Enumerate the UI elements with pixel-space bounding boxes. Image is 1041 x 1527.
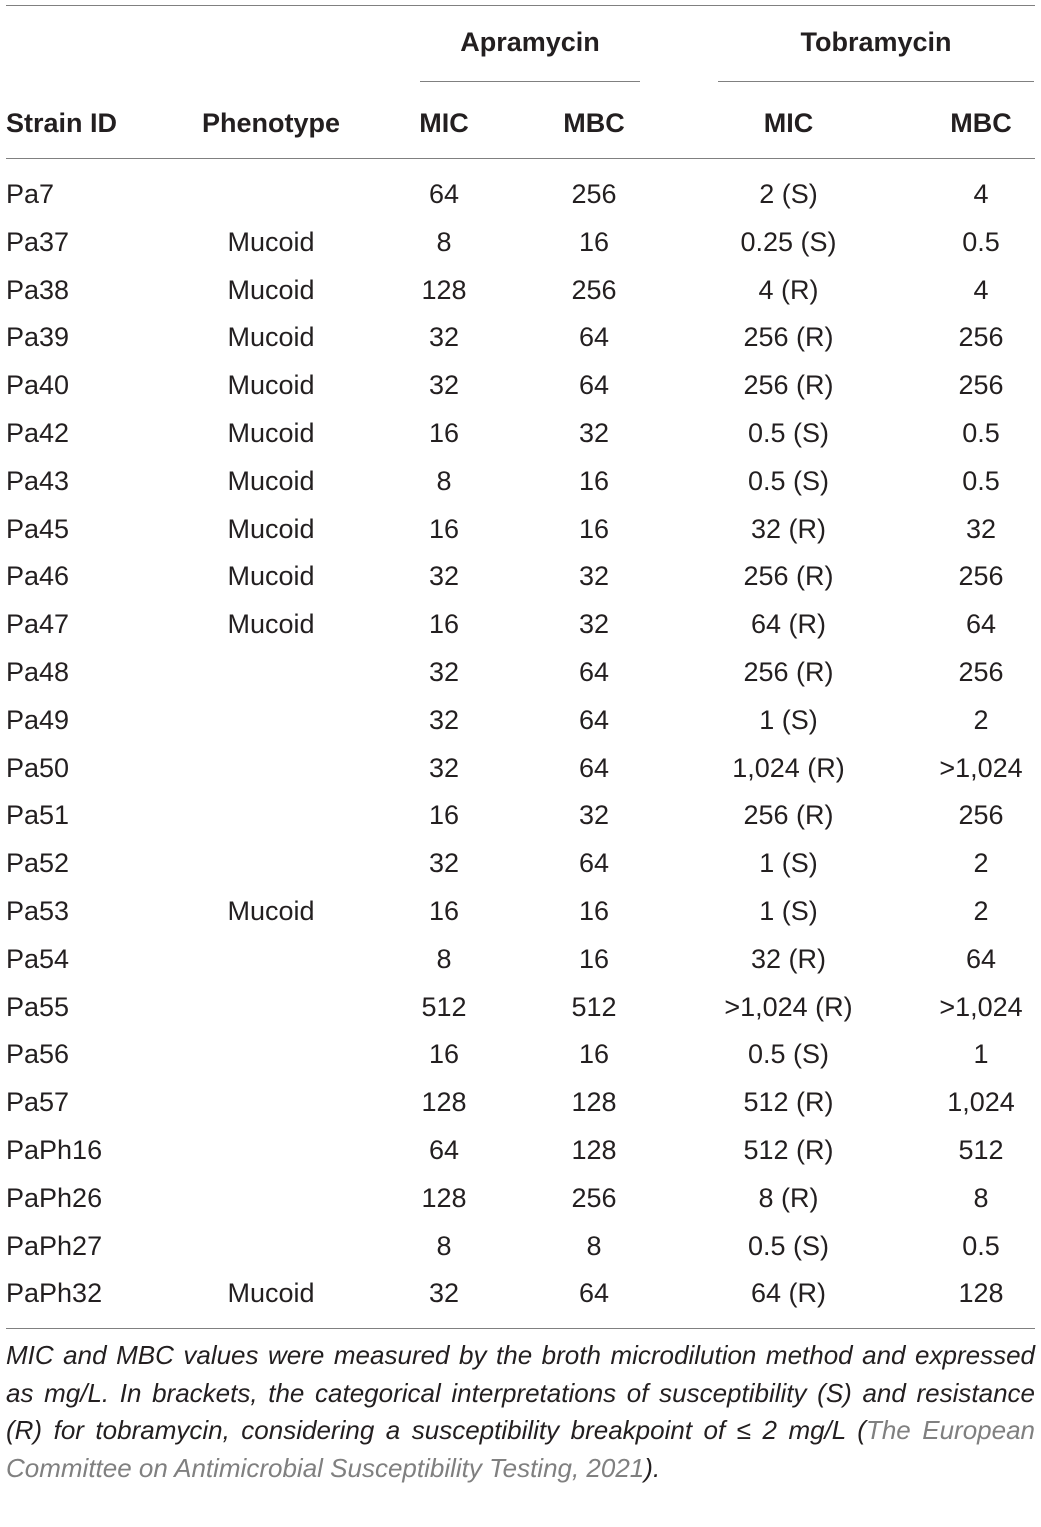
cell-apramycin-mbc: 32 bbox=[578, 561, 610, 592]
footnote-closing: ). bbox=[644, 1452, 661, 1483]
cell-apramycin-mic: 64 bbox=[428, 1134, 460, 1165]
cell-phenotype bbox=[196, 1175, 346, 1223]
cell-phenotype bbox=[196, 697, 346, 745]
col-header-tobramycin-mbc: MBC bbox=[950, 108, 1012, 138]
cell-apramycin-mic: 128 bbox=[421, 1087, 467, 1118]
cell-strain-id: Pa57 bbox=[6, 1087, 70, 1118]
cell-apramycin-mbc: 64 bbox=[578, 370, 610, 401]
cell-tobramycin-mbc: 2 bbox=[973, 895, 989, 926]
cell-apramycin-mbc: 64 bbox=[578, 656, 610, 687]
cell-apramycin-mic: 128 bbox=[421, 1182, 467, 1213]
table-row bbox=[6, 314, 1035, 362]
cell-apramycin-mic: 16 bbox=[428, 895, 460, 926]
table-row bbox=[6, 1270, 1035, 1318]
cell-phenotype bbox=[196, 1079, 346, 1127]
cell-strain-id: Pa42 bbox=[6, 417, 70, 448]
cell-apramycin-mbc: 16 bbox=[578, 226, 610, 257]
cell-tobramycin-mbc: 256 bbox=[958, 800, 1004, 831]
cell-apramycin-mbc: 256 bbox=[571, 1182, 617, 1213]
table-row bbox=[6, 888, 1035, 936]
cell-tobramycin-mbc: 64 bbox=[965, 943, 997, 974]
cell-apramycin-mbc: 128 bbox=[571, 1134, 617, 1165]
table-row bbox=[6, 840, 1035, 888]
cell-tobramycin-mbc: 128 bbox=[958, 1278, 1004, 1309]
cell-tobramycin-mic: 256 (R) bbox=[743, 370, 834, 401]
cell-apramycin-mbc: 16 bbox=[578, 1039, 610, 1070]
cell-apramycin-mic: 128 bbox=[421, 274, 467, 305]
cell-apramycin-mic: 32 bbox=[428, 848, 460, 879]
cell-strain-id: Pa46 bbox=[6, 561, 70, 592]
cell-strain-id: Pa51 bbox=[6, 800, 70, 831]
cell-tobramycin-mbc: 2 bbox=[973, 848, 989, 879]
cell-tobramycin-mic: 64 (R) bbox=[750, 609, 826, 640]
cell-tobramycin-mic: 256 (R) bbox=[743, 322, 834, 353]
table-top-rule bbox=[6, 5, 1035, 6]
table-row bbox=[6, 745, 1035, 793]
cell-tobramycin-mic: 0.5 (S) bbox=[747, 1230, 830, 1261]
column-header-row bbox=[6, 100, 1035, 146]
cell-phenotype bbox=[196, 1031, 346, 1079]
cell-apramycin-mic: 32 bbox=[428, 656, 460, 687]
table-row bbox=[6, 267, 1035, 315]
cell-tobramycin-mbc: 1,024 bbox=[947, 1087, 1015, 1118]
cell-tobramycin-mic: 0.25 (S) bbox=[740, 226, 837, 257]
cell-apramycin-mbc: 64 bbox=[578, 848, 610, 879]
cell-apramycin-mic: 32 bbox=[428, 1278, 460, 1309]
table-row bbox=[6, 649, 1035, 697]
cell-tobramycin-mbc: 0.5 bbox=[962, 226, 1000, 257]
table-body bbox=[6, 171, 1035, 1318]
cell-phenotype bbox=[196, 1223, 346, 1271]
cell-strain-id: Pa53 bbox=[6, 895, 70, 926]
col-header-apramycin-mic: MIC bbox=[419, 108, 469, 138]
col-header-phenotype: Phenotype bbox=[201, 108, 341, 138]
cell-apramycin-mbc: 8 bbox=[586, 1230, 602, 1261]
cell-apramycin-mbc: 128 bbox=[571, 1087, 617, 1118]
cell-tobramycin-mic: 256 (R) bbox=[743, 800, 834, 831]
cell-strain-id: Pa47 bbox=[6, 609, 70, 640]
cell-strain-id: PaPh32 bbox=[6, 1278, 103, 1309]
cell-tobramycin-mbc: 64 bbox=[965, 609, 997, 640]
cell-phenotype bbox=[196, 171, 346, 219]
cell-tobramycin-mic: 4 (R) bbox=[758, 274, 819, 305]
cell-tobramycin-mic: 0.5 (S) bbox=[747, 417, 830, 448]
cell-tobramycin-mbc: 8 bbox=[973, 1182, 989, 1213]
cell-tobramycin-mbc: 2 bbox=[973, 704, 989, 735]
cell-strain-id: Pa55 bbox=[6, 991, 70, 1022]
cell-tobramycin-mic: 1 (S) bbox=[759, 895, 818, 926]
cell-strain-id: PaPh16 bbox=[6, 1134, 103, 1165]
cell-tobramycin-mic: 512 (R) bbox=[743, 1134, 834, 1165]
cell-tobramycin-mic: 0.5 (S) bbox=[747, 1039, 830, 1070]
cell-strain-id: Pa56 bbox=[6, 1039, 70, 1070]
table-row bbox=[6, 458, 1035, 506]
table-footnote bbox=[6, 1337, 1035, 1487]
cell-tobramycin-mbc: 0.5 bbox=[962, 1230, 1000, 1261]
cell-tobramycin-mbc: 32 bbox=[965, 513, 997, 544]
cell-strain-id: Pa40 bbox=[6, 370, 70, 401]
cell-phenotype: Mucoid bbox=[227, 226, 315, 257]
cell-apramycin-mic: 32 bbox=[428, 370, 460, 401]
cell-strain-id: Pa45 bbox=[6, 513, 70, 544]
cell-apramycin-mbc: 64 bbox=[578, 704, 610, 735]
table-row bbox=[6, 1223, 1035, 1271]
cell-tobramycin-mic: 256 (R) bbox=[743, 656, 834, 687]
table-row bbox=[6, 984, 1035, 1032]
cell-phenotype: Mucoid bbox=[227, 895, 315, 926]
cell-apramycin-mic: 16 bbox=[428, 609, 460, 640]
cell-tobramycin-mbc: >1,024 bbox=[939, 752, 1023, 783]
cell-phenotype: Mucoid bbox=[227, 274, 315, 305]
cell-apramycin-mic: 16 bbox=[428, 1039, 460, 1070]
cell-apramycin-mic: 32 bbox=[428, 752, 460, 783]
table-row bbox=[6, 1031, 1035, 1079]
tobramycin-group-header: Tobramycin bbox=[800, 27, 952, 57]
cell-tobramycin-mbc: 1 bbox=[973, 1039, 989, 1070]
table-row bbox=[6, 362, 1035, 410]
table-row bbox=[6, 410, 1035, 458]
cell-apramycin-mbc: 64 bbox=[578, 752, 610, 783]
cell-tobramycin-mbc: >1,024 bbox=[939, 991, 1023, 1022]
table-bottom-rule bbox=[6, 1328, 1035, 1329]
cell-tobramycin-mic: 2 (S) bbox=[759, 179, 818, 209]
cell-tobramycin-mic: 1 (S) bbox=[759, 848, 818, 879]
cell-tobramycin-mbc: 0.5 bbox=[962, 417, 1000, 448]
cell-apramycin-mbc: 256 bbox=[571, 274, 617, 305]
cell-phenotype: Mucoid bbox=[227, 513, 315, 544]
cell-tobramycin-mbc: 256 bbox=[958, 322, 1004, 353]
cell-phenotype bbox=[196, 649, 346, 697]
cell-apramycin-mic: 8 bbox=[436, 226, 452, 257]
cell-tobramycin-mbc: 256 bbox=[958, 370, 1004, 401]
cell-tobramycin-mbc: 256 bbox=[958, 656, 1004, 687]
cell-strain-id: Pa43 bbox=[6, 465, 70, 496]
cell-tobramycin-mic: 64 (R) bbox=[750, 1278, 826, 1309]
cell-tobramycin-mic: 1 (S) bbox=[759, 704, 818, 735]
cell-apramycin-mic: 8 bbox=[436, 465, 452, 496]
table-row bbox=[6, 506, 1035, 554]
cell-apramycin-mbc: 32 bbox=[578, 800, 610, 831]
cell-apramycin-mbc: 16 bbox=[578, 513, 610, 544]
cell-tobramycin-mbc: 0.5 bbox=[962, 465, 1000, 496]
table-row bbox=[6, 219, 1035, 267]
cell-phenotype: Mucoid bbox=[227, 322, 315, 353]
cell-phenotype: Mucoid bbox=[227, 370, 315, 401]
cell-phenotype: Mucoid bbox=[227, 609, 315, 640]
cell-apramycin-mbc: 64 bbox=[578, 322, 610, 353]
cell-tobramycin-mic: 256 (R) bbox=[743, 561, 834, 592]
cell-apramycin-mic: 32 bbox=[428, 322, 460, 353]
cell-phenotype bbox=[196, 792, 346, 840]
cell-tobramycin-mic: >1,024 (R) bbox=[724, 991, 853, 1022]
cell-apramycin-mbc: 16 bbox=[578, 895, 610, 926]
table-row bbox=[6, 1079, 1035, 1127]
cell-strain-id: Pa48 bbox=[6, 656, 70, 687]
cell-strain-id: Pa7 bbox=[6, 179, 55, 209]
cell-apramycin-mic: 16 bbox=[428, 800, 460, 831]
cell-tobramycin-mic: 0.5 (S) bbox=[747, 465, 830, 496]
cell-phenotype bbox=[196, 745, 346, 793]
cell-apramycin-mic: 512 bbox=[421, 991, 467, 1022]
cell-apramycin-mic: 32 bbox=[428, 704, 460, 735]
apramycin-group-header: Apramycin bbox=[460, 27, 600, 57]
apramycin-group-rule bbox=[420, 81, 640, 82]
cell-strain-id: PaPh27 bbox=[6, 1230, 103, 1261]
table-row bbox=[6, 553, 1035, 601]
col-header-apramycin-mbc: MBC bbox=[563, 108, 625, 138]
table-row bbox=[6, 601, 1035, 649]
cell-apramycin-mbc: 256 bbox=[571, 179, 617, 209]
cell-apramycin-mbc: 32 bbox=[578, 609, 610, 640]
cell-apramycin-mic: 16 bbox=[428, 417, 460, 448]
table-row bbox=[6, 936, 1035, 984]
cell-strain-id: Pa37 bbox=[6, 226, 70, 257]
footnote-citation: The European Committee on Antimicrobial Susceptibility Testing, 2021 bbox=[6, 1415, 1035, 1483]
cell-strain-id: Pa38 bbox=[6, 274, 70, 305]
cell-strain-id: Pa39 bbox=[6, 322, 70, 353]
cell-phenotype bbox=[196, 840, 346, 888]
cell-tobramycin-mbc: 512 bbox=[958, 1134, 1004, 1165]
cell-phenotype bbox=[196, 984, 346, 1032]
table-row bbox=[6, 1127, 1035, 1175]
cell-strain-id: Pa54 bbox=[6, 943, 70, 974]
table-row bbox=[6, 697, 1035, 745]
cell-phenotype bbox=[196, 1127, 346, 1175]
cell-apramycin-mbc: 16 bbox=[578, 465, 610, 496]
cell-tobramycin-mic: 1,024 (R) bbox=[732, 752, 845, 783]
col-header-strain-id: Strain ID bbox=[6, 108, 118, 138]
tobramycin-group-rule bbox=[718, 81, 1034, 82]
table-row bbox=[6, 1175, 1035, 1223]
header-bottom-rule bbox=[6, 158, 1035, 159]
col-header-tobramycin-mic: MIC bbox=[763, 108, 814, 138]
cell-apramycin-mic: 8 bbox=[436, 943, 452, 974]
cell-tobramycin-mbc: 4 bbox=[973, 179, 989, 209]
cell-strain-id: Pa49 bbox=[6, 704, 70, 735]
cell-apramycin-mic: 16 bbox=[428, 513, 460, 544]
cell-apramycin-mbc: 32 bbox=[578, 417, 610, 448]
cell-tobramycin-mic: 8 (R) bbox=[758, 1182, 819, 1213]
cell-tobramycin-mic: 512 (R) bbox=[743, 1087, 834, 1118]
cell-apramycin-mbc: 64 bbox=[578, 1278, 610, 1309]
cell-tobramycin-mbc: 256 bbox=[958, 561, 1004, 592]
cell-apramycin-mic: 64 bbox=[428, 179, 460, 209]
cell-strain-id: Pa52 bbox=[6, 848, 70, 879]
cell-tobramycin-mic: 32 (R) bbox=[750, 513, 826, 544]
cell-phenotype: Mucoid bbox=[227, 561, 315, 592]
cell-strain-id: PaPh26 bbox=[6, 1182, 103, 1213]
footnote-text: MIC and MBC values were measured by the broth microdilution method and expressed as mg/L. In brackets, the categorical interpretations of susceptibility (S) and resistance (R) for tobramycin, considering a susceptibility breakpoint of ≤ 2 mg/L ( bbox=[6, 1340, 1035, 1446]
cell-apramycin-mic: 8 bbox=[436, 1230, 452, 1261]
table-row bbox=[6, 792, 1035, 840]
cell-phenotype bbox=[196, 936, 346, 984]
cell-phenotype: Mucoid bbox=[227, 417, 315, 448]
cell-tobramycin-mic: 32 (R) bbox=[750, 943, 826, 974]
cell-apramycin-mic: 32 bbox=[428, 561, 460, 592]
cell-apramycin-mbc: 16 bbox=[578, 943, 610, 974]
cell-phenotype: Mucoid bbox=[227, 465, 315, 496]
cell-strain-id: Pa50 bbox=[6, 752, 70, 783]
table-row bbox=[6, 171, 1035, 219]
cell-apramycin-mbc: 512 bbox=[571, 991, 617, 1022]
cell-tobramycin-mbc: 4 bbox=[973, 274, 989, 305]
cell-phenotype: Mucoid bbox=[227, 1278, 315, 1309]
